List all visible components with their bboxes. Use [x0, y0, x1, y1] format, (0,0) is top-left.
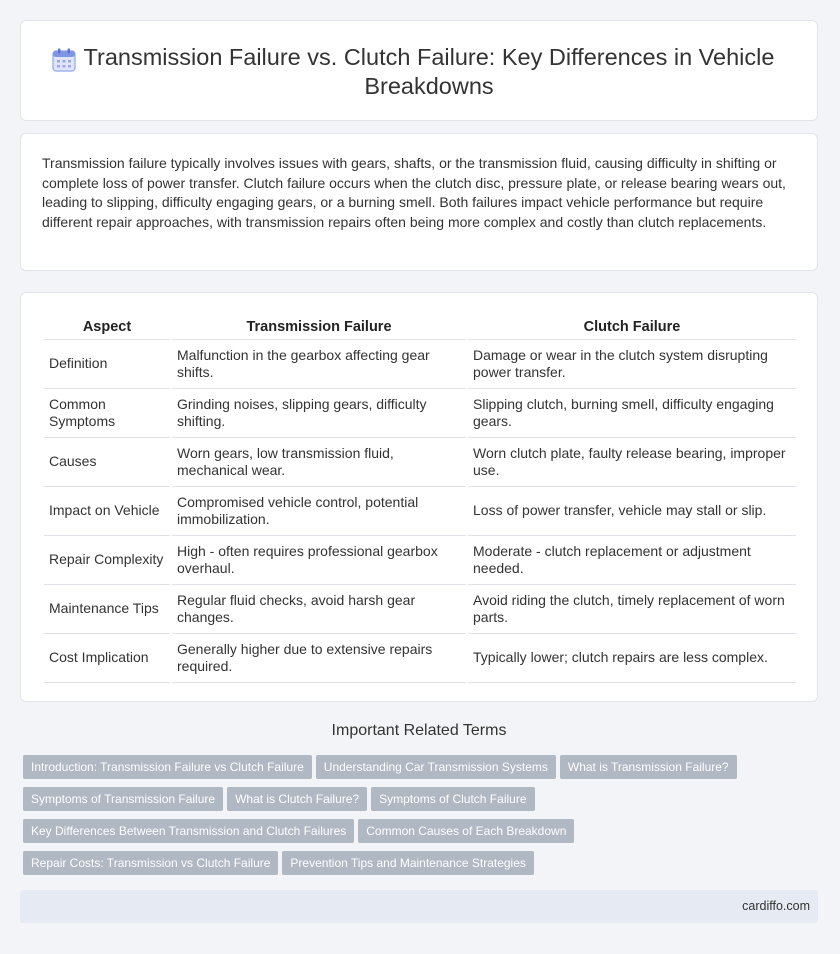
cell-clutch: Damage or wear in the clutch system disrupting power transfer. [468, 339, 796, 388]
related-term-tag[interactable]: Key Differences Between Transmission and Clutch Failures [23, 819, 354, 843]
related-term-tag[interactable]: What is Clutch Failure? [227, 787, 367, 811]
related-terms-title: Important Related Terms [331, 722, 507, 739]
related-term-tag[interactable]: Prevention Tips and Maintenance Strategies [282, 851, 533, 875]
cell-transmission: Grinding noises, slipping gears, difficulty shifting. [172, 388, 466, 437]
cell-aspect: Repair Complexity [44, 535, 170, 584]
cell-transmission: Compromised vehicle control, potential immobilization. [172, 486, 466, 535]
comparison-card [20, 292, 818, 702]
footer-site-link[interactable]: cardiffo.com [742, 899, 810, 913]
intro-card [20, 133, 818, 271]
intro-text: Transmission failure typically involves issues with gears, shafts, or the transmission fluid, causing difficulty in shifting or complete loss of power transfer. Clutch failure occurs when the clutch disc, pressure plate, or release bearing wears out, leading to slipping, difficulty engaging gears, or a burning smell. Both failures impact vehicle performance but require different repair approaches, with transmission repairs often being more complex and costly than clutch replacements. [42, 155, 786, 230]
related-term-tag[interactable]: Understanding Car Transmission Systems [316, 755, 556, 779]
related-term-tag[interactable]: Common Causes of Each Breakdown [358, 819, 574, 843]
header-clutch: Clutch Failure [583, 319, 681, 335]
related-term-tag[interactable]: What is Transmission Failure? [560, 755, 737, 779]
page-title: Transmission Failure vs. Clutch Failure: Key Differences in Vehicle Breakdowns [83, 44, 775, 99]
related-term-tag[interactable]: Symptoms of Clutch Failure [371, 787, 534, 811]
table-row [44, 633, 796, 683]
cell-clutch: Typically lower; clutch repairs are less complex. [468, 633, 796, 683]
header-card [20, 20, 818, 121]
cell-transmission: Regular fluid checks, avoid harsh gear changes. [172, 584, 466, 633]
footer [20, 890, 818, 923]
header-aspect: Aspect [82, 319, 132, 335]
related-terms-list [23, 755, 783, 883]
table-row [44, 437, 796, 486]
related-term-tag[interactable]: Symptoms of Transmission Failure [23, 787, 223, 811]
cell-clutch: Loss of power transfer, vehicle may stall or slip. [468, 486, 796, 535]
cell-aspect: Definition [44, 339, 170, 388]
cell-clutch: Worn clutch plate, faulty release bearing, improper use. [468, 437, 796, 486]
cell-aspect: Impact on Vehicle [44, 486, 170, 535]
table-row [44, 388, 796, 437]
table-row [44, 584, 796, 633]
related-term-tag[interactable]: Repair Costs: Transmission vs Clutch Failure [23, 851, 278, 875]
cell-aspect: Maintenance Tips [44, 584, 170, 633]
cell-clutch: Moderate - clutch replacement or adjustment needed. [468, 535, 796, 584]
cell-transmission: Generally higher due to extensive repairs required. [172, 633, 466, 683]
related-term-tag[interactable]: Introduction: Transmission Failure vs Clutch Failure [23, 755, 312, 779]
cell-transmission: Worn gears, low transmission fluid, mechanical wear. [172, 437, 466, 486]
cell-transmission: Malfunction in the gearbox affecting gear shifts. [172, 339, 466, 388]
header-transmission: Transmission Failure [246, 319, 392, 335]
table-row [44, 486, 796, 535]
cell-clutch: Slipping clutch, burning smell, difficulty engaging gears. [468, 388, 796, 437]
cell-transmission: High - often requires professional gearbox overhaul. [172, 535, 466, 584]
cell-aspect: Cost Implication [44, 633, 170, 683]
cell-aspect: Common Symptoms [44, 388, 170, 437]
table-header-row [44, 315, 796, 339]
cell-aspect: Causes [44, 437, 170, 486]
table-row [44, 535, 796, 584]
comparison-table [42, 315, 798, 683]
table-row [44, 339, 796, 388]
cell-clutch: Avoid riding the clutch, timely replacement of worn parts. [468, 584, 796, 633]
